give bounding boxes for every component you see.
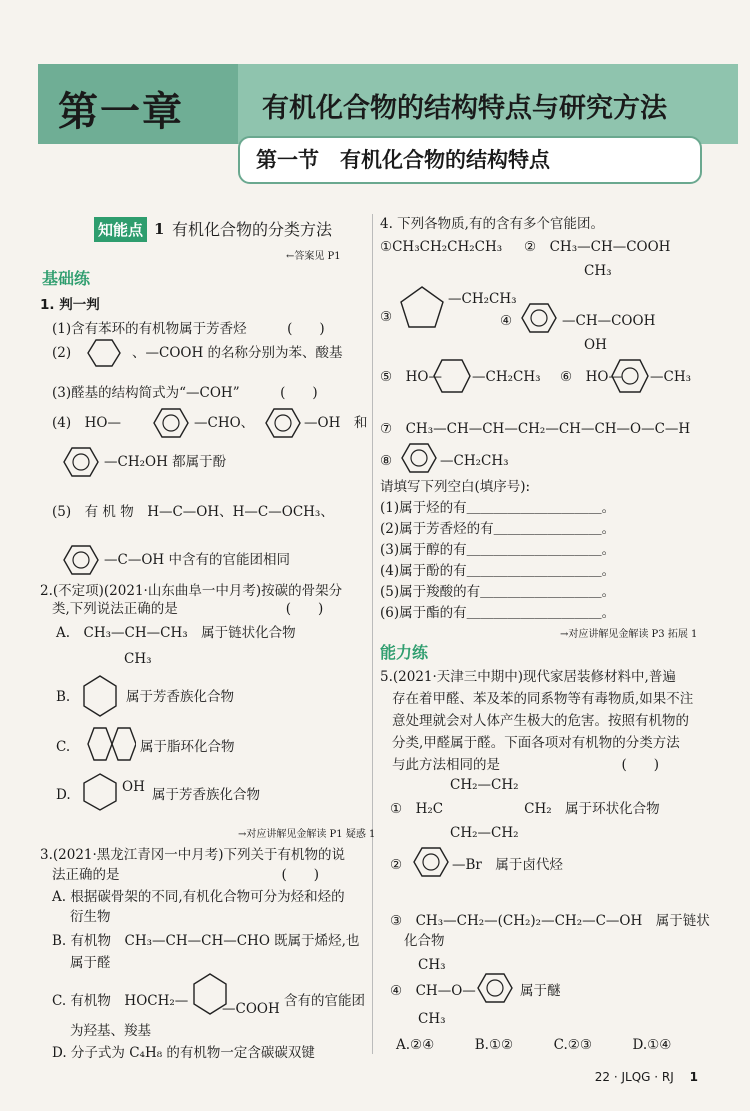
q1-item5-a: (5) 有 机 物 H—C—OH、H—C—OCH₃、 [52,504,334,520]
q1-item4-a: (4) HO— [52,415,121,431]
q3-option-d: D. 分子式为 C₄H₈ 的有机物一定含碳碳双键 [52,1045,315,1061]
q4-c4: ④ [500,313,513,329]
chapter-title: 有机化合物的结构特点与研究方法 [262,93,667,124]
q5-option3: ③ CH₃—CH₂—(CH₂)₂—CH₂—C—OH 属于链状 [390,913,710,929]
q3-option-a2: 衍生物 [70,909,111,925]
q3-option-c-cooh: —COOH [222,1001,280,1017]
q3-option-c: C. 有机物 HOCH₂— [52,993,189,1009]
q1-item4-b: —CHO、 [194,415,255,431]
q4-c4-group: —CH—COOH [562,313,656,329]
q1-item1: (1)含有苯环的有机物属于芳香烃 ( ) [52,321,325,337]
knowledge-number: 1 [154,220,165,238]
q3-option-b2: 属于醛 [70,955,111,971]
q5-option3-b: 化合物 [404,933,445,949]
q1-item4-d: —CH₂OH 都属于酚 [104,454,227,470]
q5-line3: 意处理就会对人体产生极大的危害。按照有机物的 [392,713,689,729]
q4-c8: ⑧ [380,453,393,469]
benzyl-ring-icon [60,444,104,480]
q5-choices: A.②④ B.①② C.②③ D.①④ [396,1037,672,1053]
q4-fill: 请填写下列空白(填序号): [380,479,531,495]
q1-item5-b: —C—OH 中含有的官能团相同 [104,552,290,568]
q2-option-c-label: C. [56,739,71,755]
q1-item2-text: 、—COOH 的名称分别为苯、酸基 [132,345,343,361]
basic-practice-label: 基础练 [42,269,91,288]
q4-c6: ⑥ HO— [560,369,622,385]
q4-c6-group: —CH₃ [650,369,692,385]
q3-option-a: A. 根据碳骨架的不同,有机化合物可分为烃和烃的 [52,889,345,905]
q5-o1-top: CH₂—CH₂ [450,777,519,793]
benzene-icon [80,337,126,369]
q5-option2-text: —Br 属于卤代烃 [452,857,563,873]
q4-f6: (6)属于酯的有＿＿＿＿＿＿＿＿＿＿。 [380,605,616,621]
benzoic-ring-icon [60,542,104,578]
q3-head2: 法正确的是 ( ) [52,867,320,883]
q5-line5: 与此方法相同的是 ( ) [392,757,660,773]
q1-item2-num: (2) [52,345,72,361]
q5-line2: 存在着甲醛、苯及苯的同系物等有毒物质,如果不注 [392,691,694,707]
cyclohexene-icon [80,674,120,718]
q2-ref: →对应讲解见金解读 P1 疑惑 1 [238,829,376,840]
q2-option-d-oh: OH [122,779,145,795]
q5-option4-text: 属于醚 [520,983,561,999]
cresol-ring-icon [608,356,652,396]
answer-ref: ←答案见 P1 [286,251,341,262]
q4-c7: ⑦ CH₃—CH—CH—CH₂—CH—CH—O—C—H [380,421,691,437]
q2-option-d: 属于芳香族化合物 [152,787,260,803]
q5-o1-bottom: CH₂—CH₂ [450,825,519,841]
q4-c4-sub: OH [584,337,607,353]
q2-option-d-label: D. [56,787,71,803]
q5-option4: ④ CH—O— [390,983,476,999]
q3-option-b: B. 有机物 CH₃—CH—CH—CHO 既属于烯烃,也 [52,933,360,949]
q4-f2: (2)属于芳香烃的有＿＿＿＿＿＿＿＿。 [380,521,616,537]
cyclohexane-icon [430,356,474,396]
q4-c5: ⑤ HO— [380,369,442,385]
page-number: 1 [689,1070,698,1084]
q4-f5: (5)属于羧酸的有＿＿＿＿＿＿＿＿＿。 [380,584,616,600]
q4-c2: ② CH₃—CH—COOH [524,239,671,255]
q1-item4-c: —OH 和 [304,415,368,431]
footer-code: 22 · JLQG · RJ [594,1070,674,1084]
section-title: 第一节 有机化合物的结构特点 [256,147,550,172]
knowledge-badge: 知能点 [94,217,147,242]
q2-option-a-sub: CH₃ [124,651,152,667]
q4-f1: (1)属于烃的有＿＿＿＿＿＿＿＿＿＿。 [380,500,616,516]
benzene-ring-icon [150,405,194,441]
ethylbenzene-icon [398,440,442,476]
ability-practice-label: 能力练 [380,643,429,662]
phenol-icon [80,772,120,812]
q5-head: 5.(2021·天津三中期中)现代家居装修材料中,普遍 [380,669,676,685]
phenoxy-ring-icon [474,970,518,1006]
q2-option-a: A. CH₃—CH—CH₃ 属于链状化合物 [56,625,296,641]
q4-f4: (4)属于酚的有＿＿＿＿＿＿＿＿＿＿。 [380,563,616,579]
naphthalene-icon [80,724,136,764]
q4-head: 4. 下列各物质,有的含有多个官能团。 [380,216,604,232]
q1-item3: (3)醛基的结构简式为“—COH” ( ) [52,385,318,401]
q4-c8-group: —CH₂CH₃ [440,453,509,469]
q5-o4-top: CH₃ [418,957,446,973]
q4-c2-sub: CH₃ [584,263,612,279]
q4-c3-group: —CH₂CH₃ [448,291,517,307]
q2-head: 2.(不定项)(2021·山东曲阜一中月考)按碳的骨架分 [40,583,343,599]
knowledge-title: 有机化合物的分类方法 [172,220,333,239]
q2-head2: 类,下列说法正确的是 ( ) [52,601,324,617]
phenol-ring-icon [262,405,306,441]
column-divider [372,214,373,1054]
q4-c1: ①CH₃CH₂CH₂CH₃ [380,239,503,255]
q3-head: 3.(2021·黑龙江青冈一中月考)下列关于有机物的说 [40,847,346,863]
cyclopentene-icon [398,284,448,330]
footer [595,1070,698,1084]
chapter-number: 第一章 [58,88,184,135]
q5-o4-bottom: CH₃ [418,1011,446,1027]
q3-option-c3: 为羟基、羧基 [70,1023,151,1039]
q5-option1: ① H₂C CH₂ 属于环状化合物 [390,801,660,817]
q2-option-b: 属于芳香族化合物 [126,689,234,705]
q3-option-c2: 含有的官能团 [284,993,365,1009]
q4-c5-group: —CH₂CH₃ [472,369,541,385]
q2-option-b-label: B. [56,689,71,705]
q1-head: 1. 判一判 [40,297,100,313]
q2-option-c: 属于脂环化合物 [140,739,235,755]
q5-option2: ② [390,857,403,873]
q5-line4: 分类,甲醛属于醛。下面各项对有机物的分类方法 [392,735,680,751]
phenylglycolic-ring-icon [518,300,562,336]
q4-ref: →对应讲解见金解读 P3 拓展 1 [560,629,698,640]
q4-f3: (3)属于醇的有＿＿＿＿＿＿＿＿＿＿。 [380,542,616,558]
bromobenzene-icon [410,844,454,880]
q4-c3: ③ [380,309,393,325]
